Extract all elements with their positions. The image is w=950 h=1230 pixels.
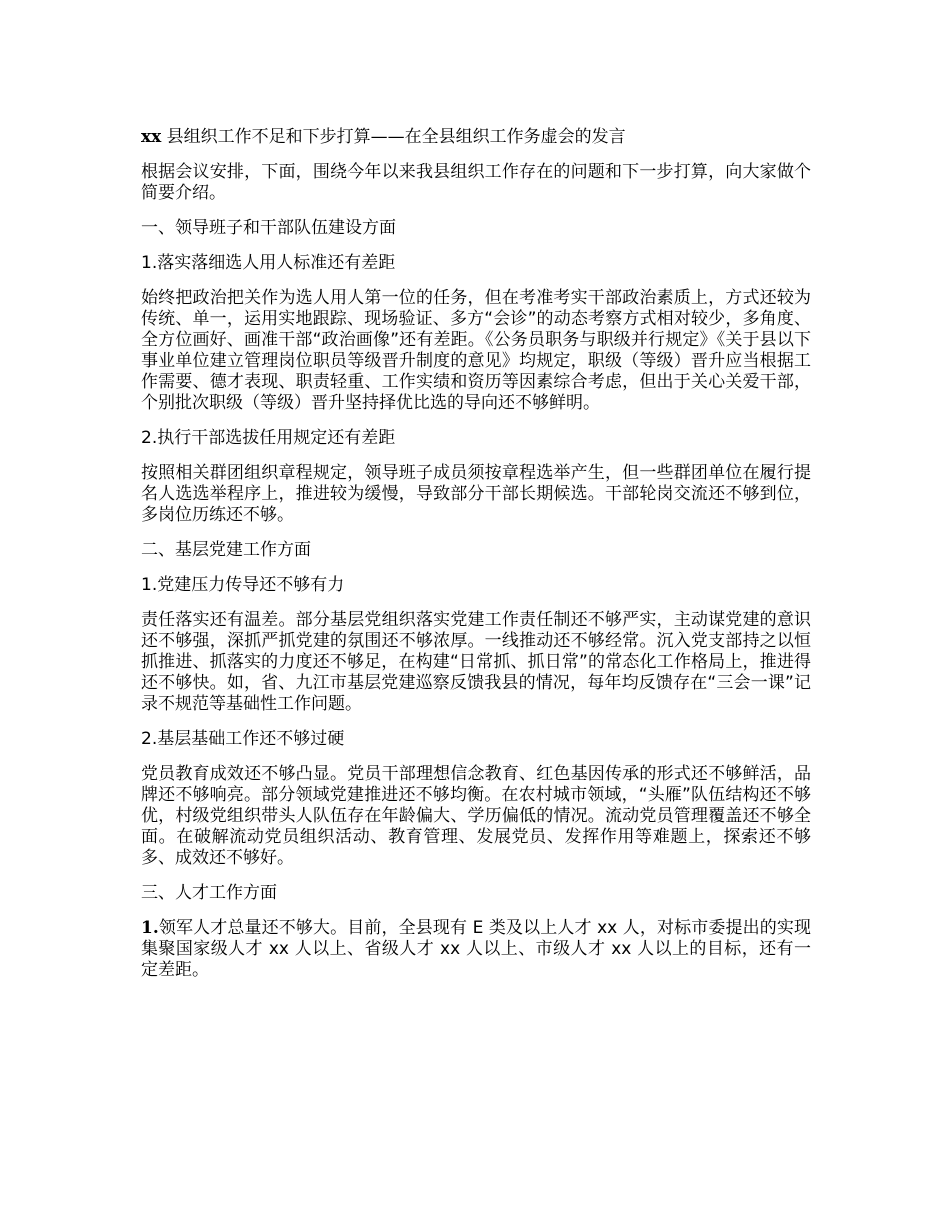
subsection-heading-2-2: 2.基层基础工作还不够过硬 [141,729,345,749]
body-paragraph-1-2: 按照相关群团组织章程规定，领导班子成员须按章程选举产生，但一些群团单位在履行提名人选选举程序上，推进较为缓慢，导致部分干部长期候选。干部轮岗交流还不够到位，多岗位历练还不够。 [141,463,811,525]
body-paragraph-2-1: 责任落实还有温差。部分基层党组织落实党建工作责任制还不够严实，主动谋党建的意识还不够强，深抓严抓党建的氛围还不够浓厚。一线推动还不够经常。沉入党支部持之以恒抓推进、抓落实的力度还不够足，在构建“日常抓、抓日常”的常态化工作格局上，推进得还不够快。如，省、九江市基层党建巡察反馈我县的情况，每年均反馈存在“三会一课”记录不规范等基础性工作问题。 [141,610,811,714]
section-heading-2: 二、基层党建工作方面 [141,540,311,560]
document-title-text: 县组织工作不足和下步打算——在全县组织工作务虚会的发言 [161,127,626,147]
intro-paragraph: 根据会议安排，下面，围绕今年以来我县组织工作存在的问题和下一步打算，向大家做个简要介绍。 [141,162,811,203]
section-heading-1: 一、领导班子和干部队伍建设方面 [141,218,396,238]
document-title [141,126,811,148]
paragraph-number: 1. [141,918,159,938]
body-paragraph-2-2: 党员教育成效还不够凸显。党员干部理想信念教育、红色基因传承的形式还不够鲜活，品牌还不够响亮。部分领域党建推进还不够均衡。在农村城市领域，“头雁”队伍结构还不够优，村级党组织带头人队伍存在年龄偏大、学历偏低的情况。流动党员管理覆盖还不够全面。在破解流动党员组织活动、教育管理、发展党员、发挥作用等难题上，探索还不够多、成效还不够好。 [141,764,811,868]
subsection-heading-1-1: 1.落实落细选人用人标准还有差距 [141,253,396,273]
body-paragraph-1-1: 始终把政治把关作为选人用人第一位的任务，但在考准考实干部政治素质上，方式还较为传统、单一，运用实地跟踪、现场验证、多方“会诊”的动态考察方式相对较少，多角度、全方位画好、画准干部“政治画像”还有差距。《公务员职务与职级并行规定》《关于县以下事业单位建立管理岗位职员等级晋升制度的意见》均规定，职级（等级）晋升应当根据工作需要、德才表现、职责轻重、工作实绩和资历等因素综合考虑，但出于关心关爱干部，个别批次职级（等级）晋升坚持择优比选的导向还不够鲜明。 [141,288,811,413]
section-heading-3: 三、人才工作方面 [141,883,277,903]
document-body [141,126,811,995]
subsection-heading-1-2: 2.执行干部选拔任用规定还有差距 [141,428,396,448]
paragraph-text: 领军人才总量还不够大。目前，全县现有 E 类及以上人才 xx 人，对标市委提出的实现集聚国家级人才 xx 人以上、省级人才 xx 人以上、市级人才 xx 人以上的目标，还有一定差距。 [141,918,811,980]
subsection-heading-2-1: 1.党建压力传导还不够有力 [141,575,345,595]
body-paragraph-3-1 [141,918,811,981]
document-title-prefix: xx [141,127,162,147]
